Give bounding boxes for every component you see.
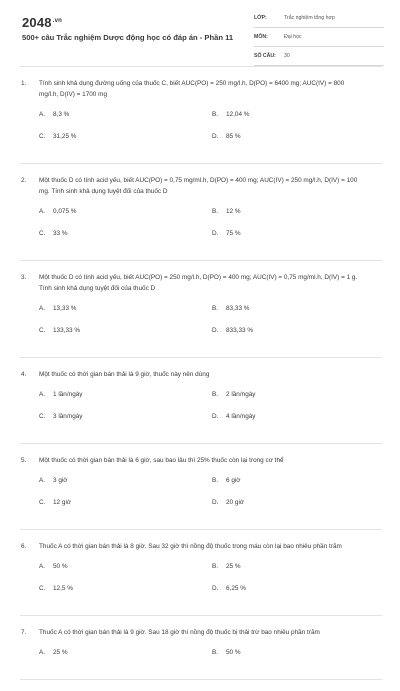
option-letter: A. — [39, 649, 46, 656]
answer-option[interactable] — [39, 303, 76, 314]
question-stem — [20, 78, 382, 100]
option-text: 12 % — [226, 208, 241, 215]
meta-row-class — [254, 14, 384, 28]
question-number: 4. — [21, 371, 27, 378]
meta-label: LỚP: — [254, 15, 267, 21]
option-text: 0,075 % — [53, 208, 77, 215]
question-stem — [20, 455, 382, 466]
option-letter: D. — [212, 413, 219, 420]
answer-option[interactable] — [212, 411, 256, 422]
meta-row-subject — [254, 33, 384, 47]
option-text: 2 lần/ngày — [226, 391, 256, 398]
logo-text: 2048 — [22, 15, 52, 30]
option-letter: B. — [212, 305, 219, 312]
answer-option[interactable] — [39, 475, 68, 486]
option-text: 20 giờ — [226, 499, 245, 506]
logo-suffix: .vn — [52, 17, 63, 24]
option-text: 50 % — [226, 649, 241, 656]
option-letter: C. — [39, 585, 46, 592]
option-text: 75 % — [226, 230, 241, 237]
option-text: 6,25 % — [226, 585, 246, 592]
option-text: 85 % — [226, 133, 241, 140]
option-text: 13,33 % — [53, 305, 77, 312]
option-text: 3 lần/ngày — [53, 413, 83, 420]
option-letter: C. — [39, 327, 46, 334]
answer-option[interactable] — [39, 561, 68, 572]
answer-options — [20, 303, 382, 347]
answer-options — [20, 561, 382, 605]
meta-value: 30 — [284, 53, 290, 59]
question-item — [20, 455, 382, 530]
answer-option[interactable] — [39, 131, 76, 142]
question-item — [20, 272, 382, 358]
option-text: 6 giờ — [226, 477, 241, 484]
question-stem — [20, 369, 382, 380]
option-letter: A. — [39, 391, 46, 398]
page-title: 500+ câu Trắc nghiệm Dược động học có đáp án - Phần 11 — [22, 33, 234, 42]
option-text: 12,04 % — [226, 111, 250, 118]
option-letter: A. — [39, 208, 46, 215]
answer-option[interactable] — [212, 206, 241, 217]
answer-option[interactable] — [212, 647, 241, 658]
question-list — [0, 78, 400, 691]
question-text: Thuốc A có thời gian bán thải là 9 giờ. Sau 18 giờ thì nồng độ thuốc bị thải trừ bao nhiêu phần trăm — [39, 629, 320, 636]
option-letter: B. — [212, 649, 219, 656]
option-letter: B. — [212, 477, 219, 484]
question-item — [20, 541, 382, 616]
question-stem — [20, 272, 382, 294]
question-stem — [20, 175, 382, 197]
answer-options — [20, 475, 382, 519]
answer-option[interactable] — [39, 647, 68, 658]
question-text: Một thuốc có thời gian bán thải là 9 giờ, thuốc này nên dùng — [39, 371, 210, 378]
answer-option[interactable] — [39, 228, 68, 239]
question-stem — [20, 541, 382, 552]
option-text: 4 lần/ngày — [226, 413, 256, 420]
option-letter: D. — [212, 585, 219, 592]
option-letter: A. — [39, 563, 46, 570]
answer-option[interactable] — [212, 303, 249, 314]
meta-row-count — [254, 52, 384, 66]
option-letter: A. — [39, 111, 46, 118]
option-text: 25 % — [226, 563, 241, 570]
option-text: 833,33 % — [226, 327, 254, 334]
option-text: 3 giờ — [53, 477, 68, 484]
question-text: Tính sinh khả dụng đường uống của thuốc C, biết AUC(PO) = 250 mg/l.h, D(PO) = 6400 mg; AUC(IV) = 800 mg/l.h, D(IV) = 1700 mg — [39, 80, 345, 98]
answer-option[interactable] — [39, 206, 76, 217]
meta-value: Đại học — [284, 34, 302, 40]
question-text: Một thuốc D có tính acid yếu, biết AUC(PO) = 0,75 mg/ml.h, D(PO) = 400 mg; AUC(IV) = 250 mg/l.h, D(IV) = 100 mg. Tính sinh khả dụng tuyệt đối của thuốc D — [39, 177, 358, 195]
question-number: 2. — [21, 177, 27, 184]
option-text: 83,33 % — [226, 305, 250, 312]
option-text: 12 giờ — [53, 499, 72, 506]
header-divider — [20, 66, 382, 67]
option-text: 12,5 % — [53, 585, 73, 592]
answer-option[interactable] — [212, 561, 241, 572]
option-letter: C. — [39, 499, 46, 506]
question-text: Thuốc A có thời gian bán thải là 8 giờ. Sau 32 giờ thì nồng độ thuốc trong máu còn lại bao nhiêu phần trăm — [39, 543, 342, 550]
answer-options — [20, 647, 382, 669]
answer-option[interactable] — [212, 109, 249, 120]
question-item — [20, 175, 382, 261]
answer-option[interactable] — [39, 583, 73, 594]
option-text: 25 % — [53, 649, 68, 656]
site-logo[interactable] — [22, 15, 62, 30]
option-letter: D. — [212, 133, 219, 140]
question-number: 7. — [21, 629, 27, 636]
option-letter: D. — [212, 327, 219, 334]
answer-option[interactable] — [39, 109, 69, 120]
answer-option[interactable] — [212, 325, 253, 336]
question-number: 5. — [21, 457, 27, 464]
option-letter: C. — [39, 230, 46, 237]
option-letter: C. — [39, 413, 46, 420]
answer-option[interactable] — [212, 497, 244, 508]
question-item — [20, 78, 382, 164]
option-text: 50 % — [53, 563, 68, 570]
meta-value: Trắc nghiệm tổng hợp — [284, 15, 335, 21]
question-text: Một thuốc D có tính acid yếu, biết AUC(PO) = 250 mg/l.h, D(PO) = 400 mg; AUC(IV) = 0,75 mg/ml.h, D(IV) = 1 g. Tính sinh khả dụng tuyệt đối của thuốc D — [39, 274, 358, 292]
answer-option[interactable] — [212, 583, 246, 594]
question-number: 1. — [21, 80, 27, 87]
option-letter: B. — [212, 563, 219, 570]
meta-panel — [254, 14, 384, 71]
question-item — [20, 627, 382, 680]
question-number: 3. — [21, 274, 27, 281]
option-letter: A. — [39, 305, 46, 312]
page-header — [0, 0, 400, 66]
question-text: Một thuốc có thời gian bán thải là 6 giờ, sau bao lâu thì 25% thuốc còn lại trong cơ thể — [39, 457, 284, 464]
question-number: 6. — [21, 543, 27, 550]
option-letter: A. — [39, 477, 46, 484]
answer-option[interactable] — [39, 325, 80, 336]
option-letter: B. — [212, 391, 219, 398]
answer-options — [20, 206, 382, 250]
answer-option[interactable] — [212, 475, 241, 486]
answer-option[interactable] — [39, 411, 83, 422]
answer-option[interactable] — [212, 228, 241, 239]
option-text: 31,25 % — [53, 133, 77, 140]
option-letter: B. — [212, 111, 219, 118]
question-item — [20, 369, 382, 444]
meta-label: SỐ CÂU: — [254, 53, 276, 59]
option-letter: D. — [212, 230, 219, 237]
option-letter: D. — [212, 499, 219, 506]
answer-option[interactable] — [39, 497, 71, 508]
answer-option[interactable] — [212, 131, 241, 142]
answer-option[interactable] — [212, 389, 256, 400]
answer-options — [20, 109, 382, 153]
option-text: 133,33 % — [53, 327, 81, 334]
answer-option[interactable] — [39, 389, 83, 400]
answer-options — [20, 389, 382, 433]
option-text: 33 % — [53, 230, 68, 237]
option-letter: B. — [212, 208, 219, 215]
meta-label: MÔN: — [254, 34, 268, 40]
option-text: 1 lần/ngày — [53, 391, 83, 398]
option-text: 8,3 % — [53, 111, 70, 118]
option-letter: C. — [39, 133, 46, 140]
question-stem — [20, 627, 382, 638]
